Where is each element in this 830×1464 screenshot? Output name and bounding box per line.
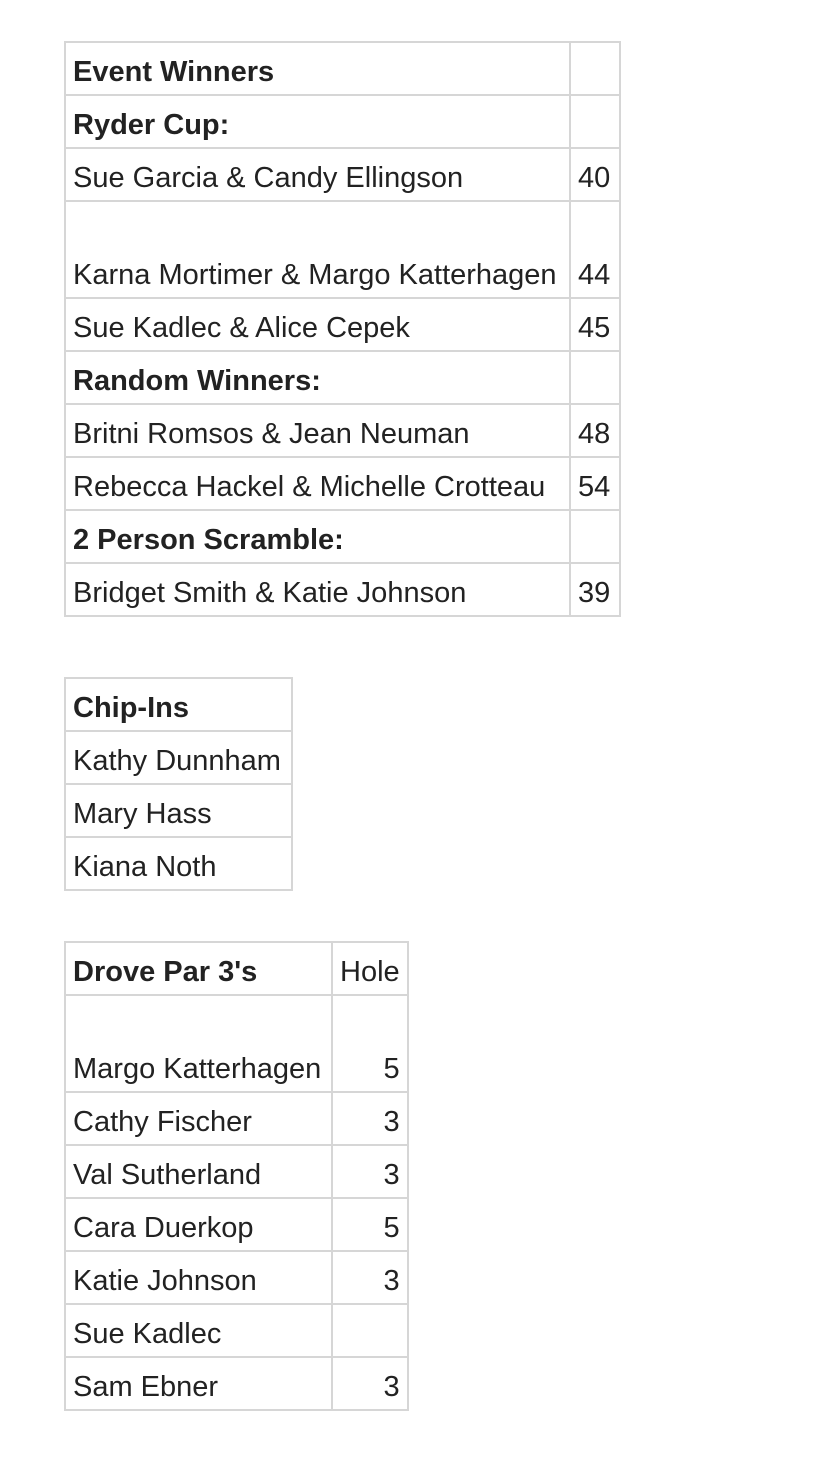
hole-column-header: Hole [332, 942, 408, 995]
table-row [65, 457, 620, 510]
table-row [65, 148, 620, 201]
table-header-row [65, 678, 292, 731]
winner-score: 44 [570, 201, 620, 298]
table-row [65, 1198, 408, 1251]
table-header-row [65, 942, 408, 995]
chip-in-name: Kathy Dunnham [65, 731, 292, 784]
winner-score: 40 [570, 148, 620, 201]
chip-ins-table [64, 677, 293, 891]
winner-names: Rebecca Hackel & Michelle Crotteau [65, 457, 570, 510]
table-row [65, 298, 620, 351]
player-name: Cathy Fischer [65, 1092, 332, 1145]
table-row [65, 731, 292, 784]
winner-score: 39 [570, 563, 620, 616]
player-name: Margo Katterhagen [65, 995, 332, 1092]
winner-names: Karna Mortimer & Margo Katterhagen [65, 201, 570, 298]
table-row [65, 201, 620, 298]
hole-number: 3 [332, 1145, 408, 1198]
section-label: Random Winners: [65, 351, 570, 404]
table-row [65, 784, 292, 837]
event-winners-title: Event Winners [65, 42, 570, 95]
event-winners-table [64, 41, 621, 617]
player-name: Val Sutherland [65, 1145, 332, 1198]
hole-number [332, 1304, 408, 1357]
empty-cell [570, 510, 620, 563]
table-row [65, 404, 620, 457]
winner-names: Bridget Smith & Katie Johnson [65, 563, 570, 616]
empty-cell [570, 95, 620, 148]
winner-score: 54 [570, 457, 620, 510]
player-name: Katie Johnson [65, 1251, 332, 1304]
section-row [65, 510, 620, 563]
winner-names: Britni Romsos & Jean Neuman [65, 404, 570, 457]
section-label: 2 Person Scramble: [65, 510, 570, 563]
hole-number: 5 [332, 995, 408, 1092]
table-row [65, 837, 292, 890]
chip-in-name: Kiana Noth [65, 837, 292, 890]
table-row [65, 1357, 408, 1410]
empty-cell [570, 351, 620, 404]
table-row [65, 995, 408, 1092]
empty-cell [570, 42, 620, 95]
hole-number: 5 [332, 1198, 408, 1251]
section-row [65, 95, 620, 148]
winner-names: Sue Garcia & Candy Ellingson [65, 148, 570, 201]
hole-number: 3 [332, 1357, 408, 1410]
hole-number: 3 [332, 1251, 408, 1304]
drove-par3-title: Drove Par 3's [65, 942, 332, 995]
table-header-row [65, 42, 620, 95]
table-row [65, 1251, 408, 1304]
player-name: Sam Ebner [65, 1357, 332, 1410]
winner-names: Sue Kadlec & Alice Cepek [65, 298, 570, 351]
section-label: Ryder Cup: [65, 95, 570, 148]
section-row [65, 351, 620, 404]
table-row [65, 563, 620, 616]
drove-par3-table [64, 941, 409, 1411]
table-row [65, 1304, 408, 1357]
hole-number: 3 [332, 1092, 408, 1145]
winner-score: 48 [570, 404, 620, 457]
table-row [65, 1092, 408, 1145]
player-name: Sue Kadlec [65, 1304, 332, 1357]
winner-score: 45 [570, 298, 620, 351]
chip-in-name: Mary Hass [65, 784, 292, 837]
table-row [65, 1145, 408, 1198]
player-name: Cara Duerkop [65, 1198, 332, 1251]
chip-ins-title: Chip-Ins [65, 678, 292, 731]
